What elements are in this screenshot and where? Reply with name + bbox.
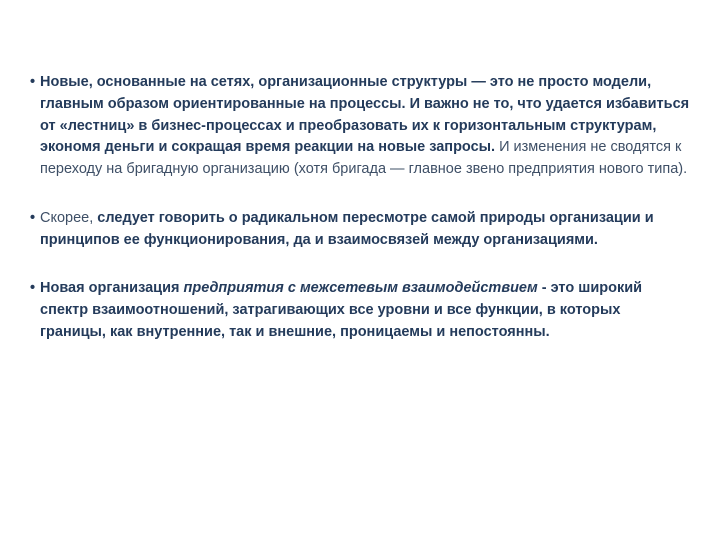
bullet-marker: • [30, 279, 36, 296]
bullet-1-bold-text: Новые, основанные на сетях, организационные структуры — это не просто модели, главным образом ориентированные на процессы. И важно не то, что удается избавиться от «лестниц» в бизнес-процессах и преобразовать их к горизонтальным структурам, экономя деньги и сокращая время реакции на новые запросы. [40, 74, 690, 156]
bullet-marker: • [30, 74, 36, 90]
bullet-2-bold-text: следует говорить о радикальном пересмотре самой природы организации и принципов ее функционирования, да и взаимосвязей между организациями. [40, 209, 654, 248]
bullet-2-regular-text: Скорее, [40, 209, 98, 226]
bullet-marker: • [30, 209, 36, 226]
bullet-item-3 [30, 277, 690, 343]
bullet-1-regular-text: И изменения не сводятся к переходу на бригадную организацию (хотя бригада — главное звено предприятия нового типа). [40, 139, 688, 178]
bullet-3-bold-end: - это широкий спектр взаимоотношений, затрагивающих все уровни и все функции, в которых границы, как внутренние, так и внешние, проницаемы и непостоянны. [40, 279, 643, 340]
bullet-item-1 [30, 72, 690, 181]
bullet-3-bold-start: Новая организация [40, 279, 184, 296]
bullet-3-bold-italic: предприятия с межсетевым взаимодействием [183, 279, 538, 296]
bullet-item-2 [30, 207, 690, 251]
bullet-list [30, 72, 690, 367]
